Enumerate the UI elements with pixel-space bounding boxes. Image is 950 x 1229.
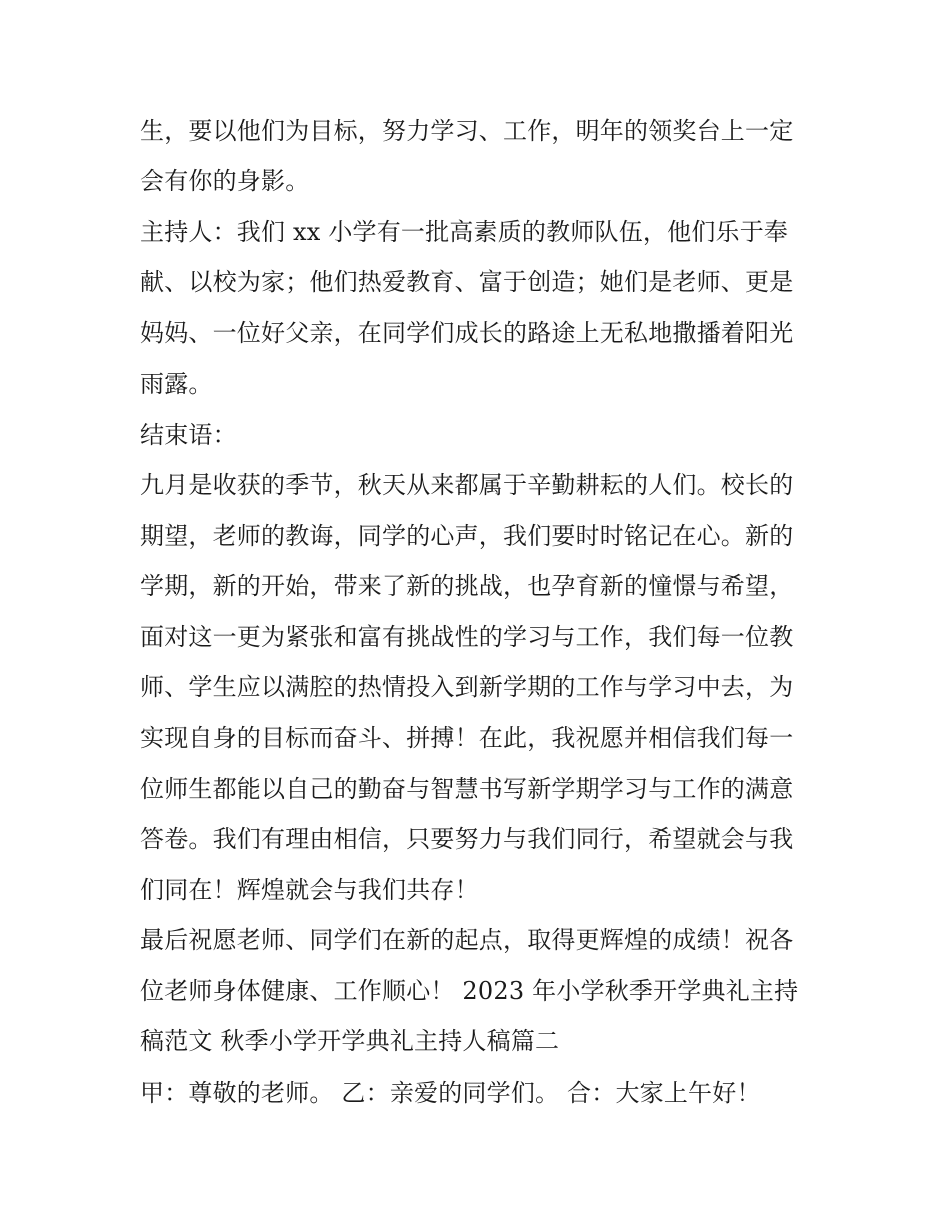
text-line: 师、学生应以满腔的热情投入到新学期的工作与学习中去，为: [140, 673, 794, 701]
text-line: 学期，新的开始，带来了新的挑战，也孕育新的憧憬与希望，: [140, 572, 794, 600]
text-line: 期望，老师的教诲，同学的心声，我们要时时铭记在心。新的: [140, 522, 794, 550]
text-line: 们同在！辉煌就会与我们共存！: [140, 876, 479, 904]
text-line: 雨露。: [140, 370, 213, 398]
text-line: 会有你的身影。: [140, 167, 310, 195]
text-line: 实现自身的目标而奋斗、拼搏！在此，我祝愿并相信我们每一: [140, 724, 794, 752]
text-line: 位师生都能以自己的勤奋与智慧书写新学期学习与工作的满意: [140, 775, 794, 803]
text-line: 位老师身体健康、工作顺心！ 2023 年小学秋季开学典礼主持: [140, 977, 799, 1005]
text-line: 答卷。我们有理由相信，只要努力与我们同行，希望就会与我: [140, 825, 794, 853]
text-line: 结束语：: [140, 421, 237, 449]
text-line: 稿范文 秋季小学开学典礼主持人稿篇二: [140, 1027, 560, 1055]
text-line: 妈妈、一位好父亲，在同学们成长的路途上无私地撒播着阳光: [140, 319, 794, 347]
text-line: 最后祝愿老师、同学们在新的起点，取得更辉煌的成绩！祝各: [140, 926, 794, 954]
text-line: 面对这一更为紧张和富有挑战性的学习与工作，我们每一位教: [140, 623, 794, 651]
text-line: 生，要以他们为目标，努力学习、工作，明年的领奖台上一定: [140, 117, 794, 145]
text-line: 甲：尊敬的老师。 乙：亲爱的同学们。 合：大家上午好！: [140, 1079, 761, 1107]
text-line: 九月是收获的季节，秋天从来都属于辛勤耕耘的人们。校长的: [140, 471, 794, 499]
text-line: 献、以校为家；他们热爱教育、富于创造；她们是老师、更是: [140, 268, 794, 296]
text-line: 主持人：我们 xx 小学有一批高素质的教师队伍，他们乐于奉: [140, 218, 789, 246]
